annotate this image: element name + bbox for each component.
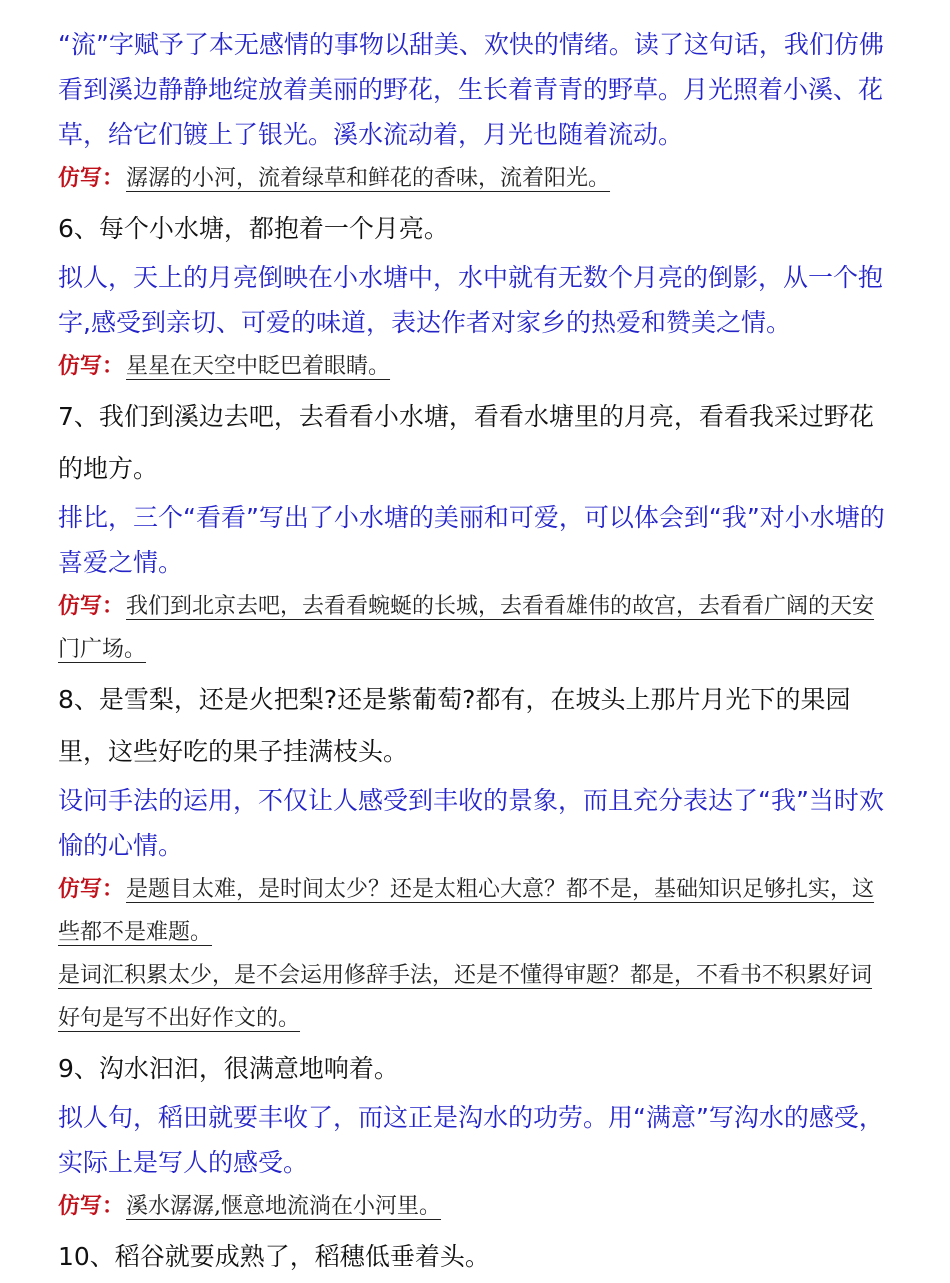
imitation-text: 是题目太难，是时间太少？还是太粗心大意？都不是，基础知识足够扎实，这些都不是难题。 — [58, 877, 875, 945]
imitation-label: 仿写： — [58, 593, 125, 619]
analysis-text-8: 设问手法的运用，不仅让人感受到丰收的景象，而且充分表达了“我”当时欢愉的心情。 — [58, 786, 884, 860]
imitation-label: 仿写： — [58, 1193, 125, 1219]
imitation-label: 仿写： — [58, 353, 125, 379]
question-8: 8、是雪梨，还是火把梨?还是紫葡萄?都有，在坡头上那片月光下的果园里，这些好吃的果子挂满枝头。 — [58, 685, 851, 766]
imitation-text: 星星在天空中眨巴着眼睛。 — [126, 354, 391, 379]
question-7: 7、我们到溪边去吧，去看看小水塘，看看水塘里的月亮，看看我采过野花的地方。 — [58, 402, 874, 483]
question-6: 6、每个小水塘，都抱着一个月亮。 — [58, 214, 449, 243]
analysis-text-5: “流”字赋予了本无感情的事物以甜美、欢快的情绪。读了这句话，我们仿佛看到溪边静静地绽放着美丽的野花，生长着青青的野草。月光照着小溪、花草，给它们镀上了银光。溪水流动着，月光也随着流动。 — [58, 30, 884, 149]
analysis-text-9: 拟人句，稻田就要丰收了，而这正是沟水的功劳。用“满意”写沟水的感受，实际上是写人的感受。 — [58, 1103, 884, 1177]
imitation-text: 我们到北京去吧，去看看蜿蜒的长城，去看看雄伟的故宫，去看看广阔的天安门广场。 — [58, 594, 875, 662]
imitation-text: 溪水潺潺,惬意地流淌在小河里。 — [126, 1194, 442, 1219]
imitation-label: 仿写： — [58, 165, 125, 191]
imitation-5 — [58, 157, 890, 200]
imitation-text: 是词汇积累太少，是不会运用修辞手法，还是不懂得审题？都是，不看书不积累好词好句是写不出好作文的。 — [58, 963, 873, 1031]
imitation-9 — [58, 1185, 890, 1228]
analysis-text-6: 拟人，天上的月亮倒映在小水塘中，水中就有无数个月亮的倒影，从一个抱字,感受到亲切、可爱的味道，表达作者对家乡的热爱和赞美之情。 — [58, 263, 884, 337]
imitation-6 — [58, 345, 890, 388]
imitation-8-continued — [58, 954, 890, 1040]
imitation-label: 仿写： — [58, 876, 125, 902]
imitation-text: 潺潺的小河，流着绿草和鲜花的香味，流着阳光。 — [126, 166, 611, 191]
question-10: 10、稻谷就要成熟了，稻穗低垂着头。 — [58, 1242, 490, 1271]
imitation-7 — [58, 585, 890, 671]
imitation-8 — [58, 868, 890, 954]
analysis-text-7: 排比，三个“看看”写出了小水塘的美丽和可爱，可以体会到“我”对小水塘的喜爱之情。 — [58, 503, 885, 577]
question-9: 9、沟水汩汩，很满意地响着。 — [58, 1054, 399, 1083]
